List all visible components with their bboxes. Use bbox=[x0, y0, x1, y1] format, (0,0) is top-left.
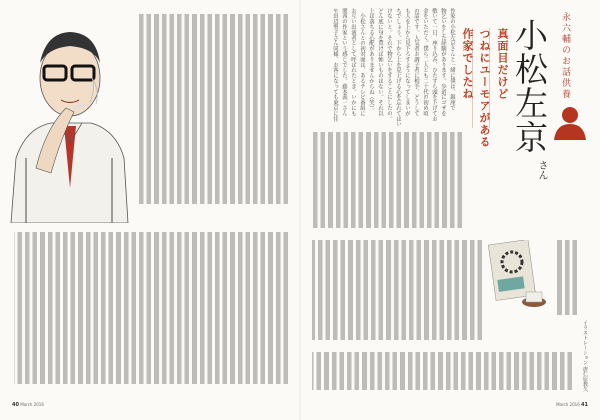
right-page-footer bbox=[556, 402, 588, 408]
article-opening-column: 作家の小松左京さんと一緒に僕は、銀座で 物乞いをした経験があります。歩道にゴザを 敷いて一日、座り込み、ひたすら頭を下げてお 金をいただく。僕ら二人とも二十代の初め頃 の話です。人気者お調子者に相手、どうして も人を上から見下ろすようになってしまいが ちでしょう。下から上を見上げる心を忘れてはい けないと。それで物乞いをすることにしたの。 どん底に身を置けば怖いものはない。それ以 上は落ちる心配がありませんからね（笑）。 小松さんとの初対面は、あるテレビ番組に お互い出演者として呼ばれたとき。いかにも 関西の作家という感じでした。藤本義一さん や田辺聖子さん同様、お客になっても東京に住 bbox=[332, 8, 455, 127]
left-page-text-top bbox=[138, 14, 288, 204]
page-title: 小松左京 bbox=[510, 18, 549, 154]
page-gutter bbox=[299, 0, 301, 420]
lead-line-1: 真面目だけど bbox=[496, 28, 509, 100]
left-page-number: 40 bbox=[12, 402, 19, 408]
portrait-illustration bbox=[6, 8, 132, 223]
illustration-credit: イラストレーション 唐仁原教久 bbox=[582, 320, 588, 392]
left-page-text-bottom bbox=[14, 232, 288, 384]
title-honorific: さん bbox=[536, 160, 547, 180]
left-page-footer bbox=[12, 402, 44, 408]
right-page-text-lower-left bbox=[312, 240, 482, 340]
lead-line-3: 作家でしたね bbox=[461, 28, 474, 100]
silhouette-icon bbox=[552, 104, 588, 140]
right-page-text-bottom bbox=[312, 352, 572, 390]
right-page-number: 41 bbox=[581, 402, 588, 408]
book-cover-image bbox=[486, 240, 550, 312]
right-page-text-book-side bbox=[555, 240, 577, 315]
left-page-date: March 2016 bbox=[20, 402, 44, 407]
series-title: 永六輔のお話供養 bbox=[560, 12, 570, 100]
lead-line-2: つねにユーモアがある bbox=[478, 28, 491, 148]
right-page-date: March 2016 bbox=[556, 402, 580, 407]
right-page-text-mid bbox=[312, 132, 462, 228]
